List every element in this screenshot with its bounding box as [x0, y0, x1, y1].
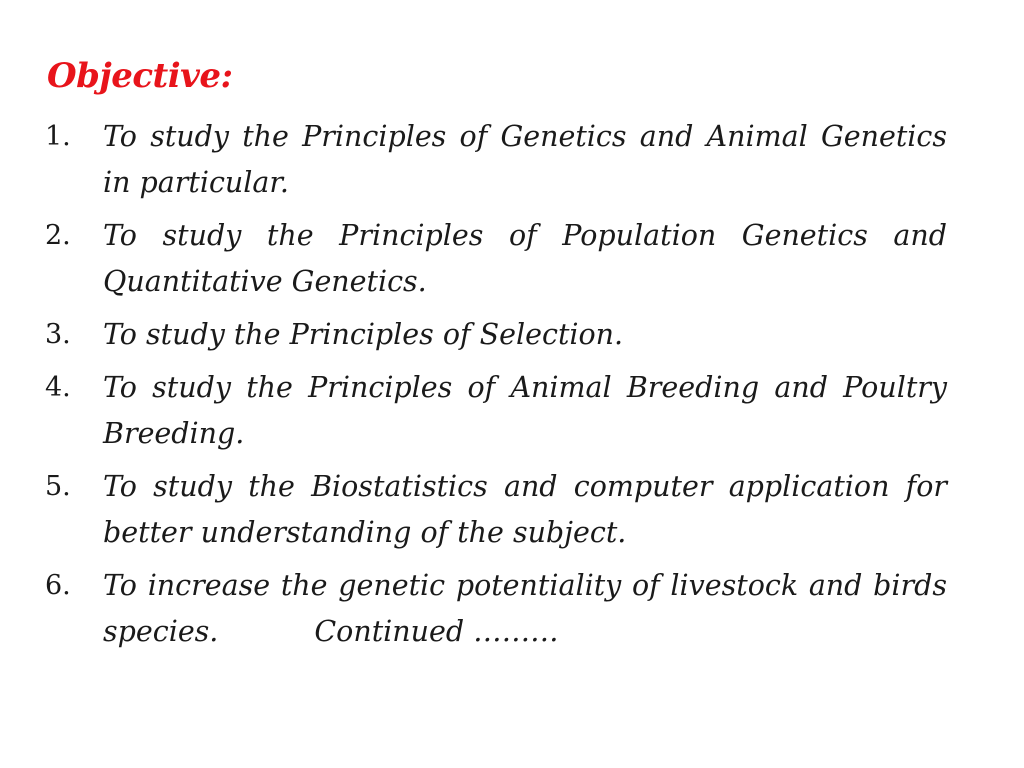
objective-text: To study the Principles of Genetics and Animal Genetics in particular. — [103, 120, 947, 199]
continued-note: Continued ……… — [314, 615, 559, 648]
objective-item-5 — [45, 464, 947, 556]
objective-text: To study the Principles of Animal Breeding and Poultry Breeding. — [103, 371, 947, 450]
objective-number: 6. — [45, 570, 71, 601]
objective-text: To study the Principles of Selection. — [103, 318, 624, 351]
objective-text: To study the Biostatistics and computer application for better understanding of the subject. — [103, 470, 947, 549]
objective-item-3 — [45, 312, 947, 358]
objective-text-body: To increase the genetic potentiality of livestock and birds species. — [103, 569, 947, 648]
objective-item-1 — [45, 114, 947, 206]
objective-text: To study the Principles of Population Genetics and Quantitative Genetics. — [103, 219, 947, 298]
objective-number: 4. — [45, 372, 71, 403]
objective-text — [103, 563, 947, 655]
objective-item-2 — [45, 213, 947, 305]
objective-list — [45, 114, 947, 662]
slide-title: Objective: — [47, 56, 233, 96]
objective-number: 1. — [45, 121, 71, 152]
objective-item-6 — [45, 563, 947, 655]
objective-number: 5. — [45, 471, 71, 502]
objective-item-4 — [45, 365, 947, 457]
objective-number: 2. — [45, 220, 71, 251]
objective-number: 3. — [45, 319, 71, 350]
